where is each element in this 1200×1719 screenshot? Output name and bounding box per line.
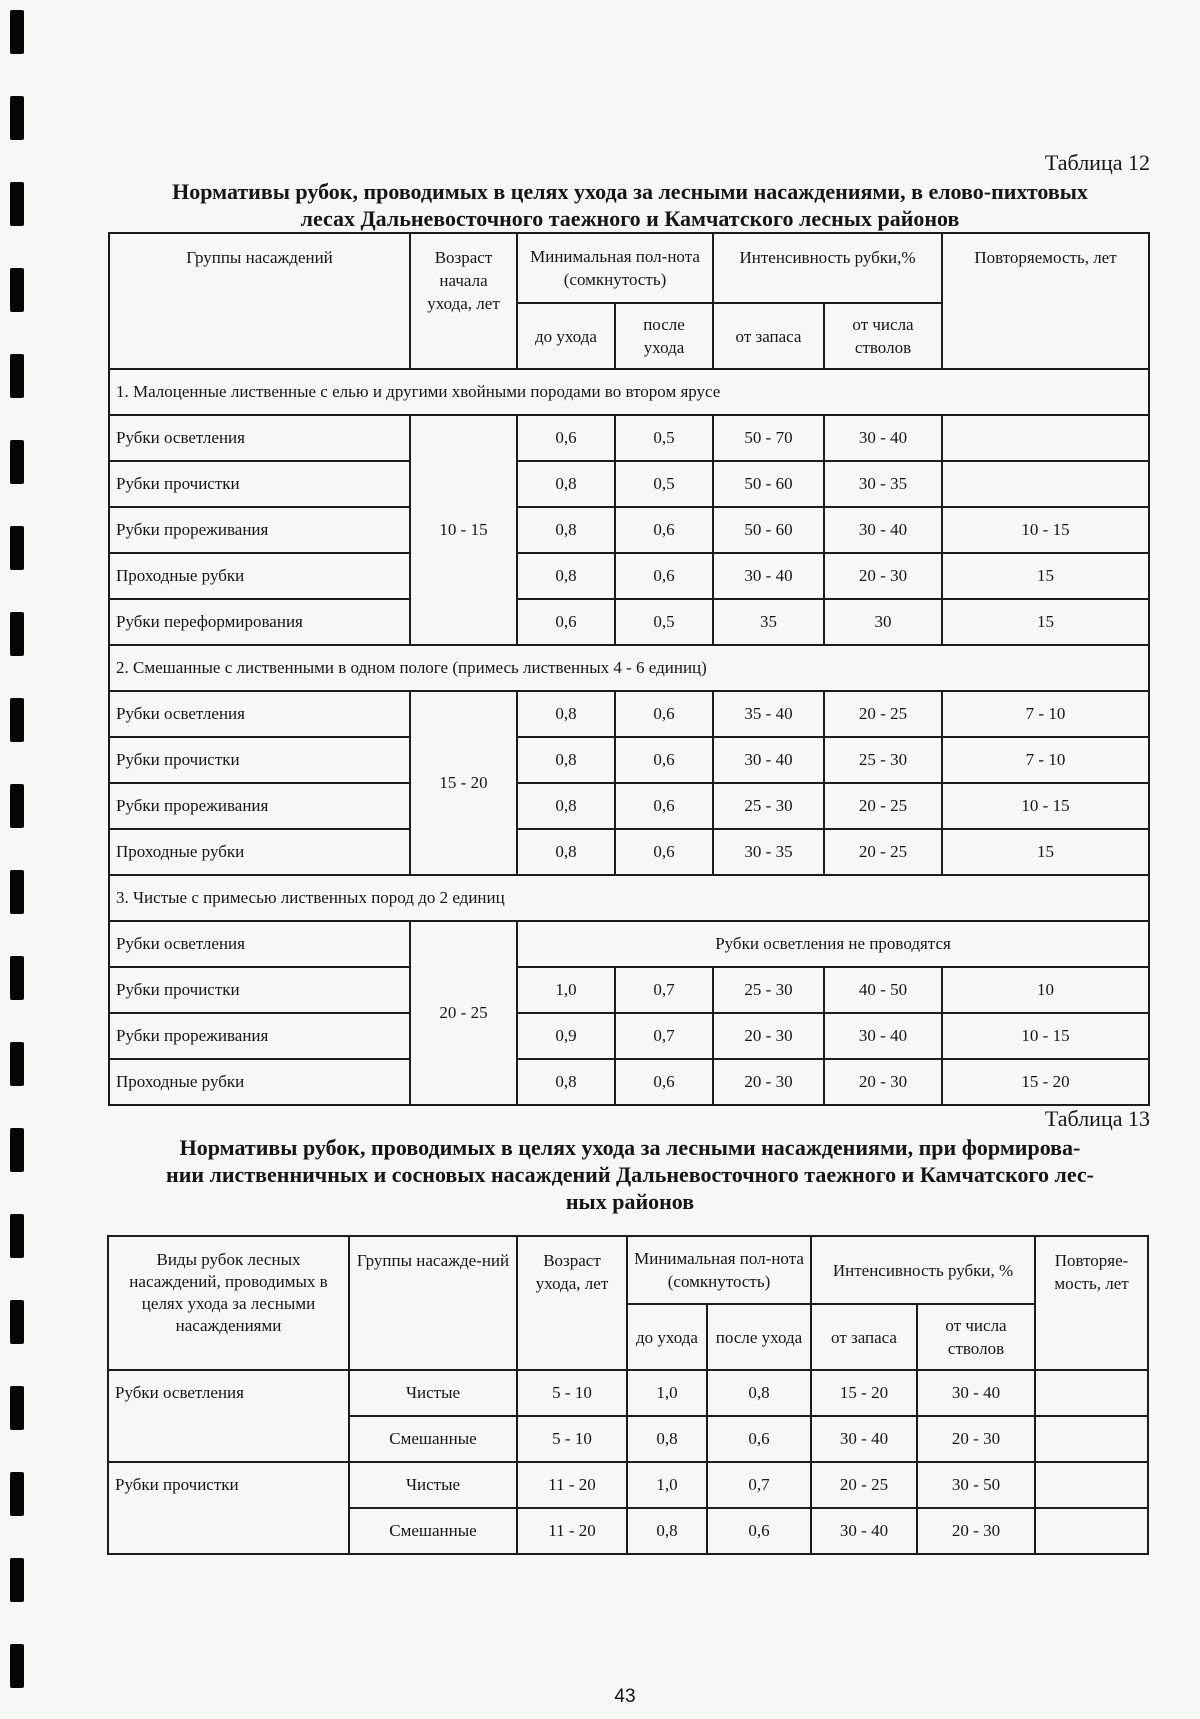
after-cell: 0,6 <box>615 783 713 829</box>
table-row <box>109 783 1149 829</box>
count-cell: 30 - 35 <box>824 461 942 507</box>
after-cell: 0,6 <box>615 829 713 875</box>
header-after: после ухода <box>707 1304 811 1370</box>
header-intensity: Интенсивность рубки, % <box>811 1236 1035 1304</box>
table-row <box>109 737 1149 783</box>
binding-hole <box>10 526 24 570</box>
header-repeat: Повторяе-мость, лет <box>1035 1236 1148 1370</box>
row-name: Рубки осветления <box>109 415 410 461</box>
before-cell: 1,0 <box>517 967 615 1013</box>
group-cell: Чистые <box>349 1370 517 1416</box>
after-cell: 0,6 <box>707 1416 811 1462</box>
binding-hole <box>10 784 24 828</box>
row-name: Проходные рубки <box>109 1059 410 1105</box>
table-row <box>109 1059 1149 1105</box>
after-cell: 0,5 <box>615 599 713 645</box>
row-name: Рубки осветления <box>109 691 410 737</box>
repeat-cell: 15 <box>942 553 1149 599</box>
repeat-cell <box>1035 1508 1148 1554</box>
before-cell: 0,8 <box>517 461 615 507</box>
binding-hole <box>10 1386 24 1430</box>
row-name: Рубки прореживания <box>109 507 410 553</box>
binding-hole <box>10 1128 24 1172</box>
binding-hole <box>10 182 24 226</box>
repeat-cell: 10 - 15 <box>942 1013 1149 1059</box>
after-cell: 0,6 <box>615 553 713 599</box>
count-cell: 40 - 50 <box>824 967 942 1013</box>
stock-cell: 20 - 25 <box>811 1462 917 1508</box>
age-cell: 5 - 10 <box>517 1416 627 1462</box>
before-cell: 0,8 <box>627 1508 707 1554</box>
repeat-cell: 10 - 15 <box>942 507 1149 553</box>
table-row <box>109 1013 1149 1059</box>
table-row <box>109 507 1149 553</box>
row-name: Рубки переформирования <box>109 599 410 645</box>
before-cell: 0,8 <box>517 691 615 737</box>
header-groups: Группы насаждений <box>109 233 410 369</box>
table12-title <box>110 178 1150 232</box>
before-cell: 1,0 <box>627 1370 707 1416</box>
table-row <box>109 691 1149 737</box>
header-from-count: от числа стволов <box>917 1304 1035 1370</box>
stock-cell: 25 - 30 <box>713 967 824 1013</box>
after-cell: 0,7 <box>615 1013 713 1059</box>
repeat-cell: 10 <box>942 967 1149 1013</box>
table-row <box>108 1462 1148 1508</box>
repeat-cell <box>942 461 1149 507</box>
count-cell: 30 - 40 <box>824 415 942 461</box>
section-title: 1. Малоценные лиственные с елью и другими хвойными породами во втором ярусе <box>109 369 1149 415</box>
repeat-cell: 15 <box>942 599 1149 645</box>
stock-cell: 50 - 60 <box>713 507 824 553</box>
after-cell: 0,6 <box>615 507 713 553</box>
count-cell: 30 <box>824 599 942 645</box>
section-title: 2. Смешанные с лиственными в одном пологе (примесь лиственных 4 - 6 единиц) <box>109 645 1149 691</box>
repeat-cell: 10 - 15 <box>942 783 1149 829</box>
stock-cell: 20 - 30 <box>713 1013 824 1059</box>
binding-hole <box>10 96 24 140</box>
after-cell: 0,6 <box>615 737 713 783</box>
table12-title-line1: Нормативы рубок, проводимых в целях ухода за лесными насаждениями, в елово-пихтовых <box>172 179 1088 204</box>
not-performed-note: Рубки осветления не проводятся <box>517 921 1149 967</box>
table13-title-line3: ных районов <box>565 1189 695 1214</box>
row-name: Рубки прочистки <box>109 737 410 783</box>
table-row <box>109 599 1149 645</box>
header-from-stock: от запаса <box>713 303 824 369</box>
age-cell: 20 - 25 <box>410 921 517 1105</box>
stock-cell: 35 <box>713 599 824 645</box>
table-row <box>109 921 1149 967</box>
after-cell: 0,6 <box>615 1059 713 1105</box>
header-before: до ухода <box>517 303 615 369</box>
binding-hole <box>10 612 24 656</box>
header-before: до ухода <box>627 1304 707 1370</box>
header-min-density: Минимальная пол-нота (сомкнутость) <box>517 233 713 303</box>
before-cell: 0,8 <box>517 553 615 599</box>
table-row <box>109 553 1149 599</box>
count-cell: 20 - 30 <box>917 1508 1035 1554</box>
binding-hole <box>10 1042 24 1086</box>
count-cell: 20 - 25 <box>824 691 942 737</box>
table13-title-line2: нии лиственничных и сосновых насаждений Дальневосточного таежного и Камчатского лес- <box>166 1162 1094 1187</box>
stock-cell: 30 - 40 <box>811 1416 917 1462</box>
stock-cell: 30 - 40 <box>713 553 824 599</box>
repeat-cell: 15 - 20 <box>942 1059 1149 1105</box>
binding-hole <box>10 870 24 914</box>
stock-cell: 30 - 40 <box>811 1508 917 1554</box>
repeat-cell <box>1035 1462 1148 1508</box>
table12-number: Таблица 12 <box>1044 150 1150 175</box>
count-cell: 30 - 40 <box>917 1370 1035 1416</box>
binding-hole <box>10 440 24 484</box>
age-cell: 11 - 20 <box>517 1508 627 1554</box>
binding-hole <box>10 1472 24 1516</box>
count-cell: 30 - 50 <box>917 1462 1035 1508</box>
before-cell: 0,6 <box>517 599 615 645</box>
repeat-cell: 7 - 10 <box>942 737 1149 783</box>
stock-cell: 25 - 30 <box>713 783 824 829</box>
count-cell: 30 - 40 <box>824 507 942 553</box>
binding-hole <box>10 10 24 54</box>
age-cell: 5 - 10 <box>517 1370 627 1416</box>
binding-hole <box>10 1214 24 1258</box>
after-cell: 0,5 <box>615 415 713 461</box>
table-row <box>109 829 1149 875</box>
count-cell: 20 - 30 <box>824 553 942 599</box>
before-cell: 0,8 <box>517 783 615 829</box>
before-cell: 0,6 <box>517 415 615 461</box>
table12 <box>108 232 1150 1106</box>
row-name: Проходные рубки <box>109 829 410 875</box>
table12-title-line2: лесах Дальневосточного таежного и Камчатского лесных районов <box>300 206 960 231</box>
table13 <box>107 1235 1149 1555</box>
header-min-density: Минимальная пол-нота (сомкнутость) <box>627 1236 811 1304</box>
table13-title-line1: Нормативы рубок, проводимых в целях ухода за лесными насаждениями, при формирова- <box>179 1135 1081 1160</box>
group-cell: Смешанные <box>349 1416 517 1462</box>
row-name: Рубки прореживания <box>109 1013 410 1059</box>
repeat-cell <box>1035 1370 1148 1416</box>
repeat-cell: 15 <box>942 829 1149 875</box>
section-title: 3. Чистые с примесью лиственных пород до 2 единиц <box>109 875 1149 921</box>
after-cell: 0,6 <box>615 691 713 737</box>
count-cell: 30 - 40 <box>824 1013 942 1059</box>
after-cell: 0,7 <box>615 967 713 1013</box>
repeat-cell: 7 - 10 <box>942 691 1149 737</box>
binding-hole <box>10 268 24 312</box>
count-cell: 20 - 25 <box>824 783 942 829</box>
after-cell: 0,6 <box>707 1508 811 1554</box>
repeat-cell <box>942 415 1149 461</box>
before-cell: 0,8 <box>627 1416 707 1462</box>
before-cell: 1,0 <box>627 1462 707 1508</box>
stock-cell: 30 - 40 <box>713 737 824 783</box>
count-cell: 20 - 30 <box>824 1059 942 1105</box>
table-row <box>108 1370 1148 1416</box>
header-age: Возраст начала ухода, лет <box>410 233 517 369</box>
before-cell: 0,8 <box>517 737 615 783</box>
table13-title <box>110 1134 1150 1215</box>
before-cell: 0,8 <box>517 829 615 875</box>
binding-hole <box>10 1300 24 1344</box>
kind-cell: Рубки прочистки <box>108 1462 349 1554</box>
binding-holes <box>0 0 30 1719</box>
header-repeat: Повторяемость, лет <box>942 233 1149 369</box>
table-row <box>109 461 1149 507</box>
binding-hole <box>10 698 24 742</box>
header-age: Возраст ухода, лет <box>517 1236 627 1370</box>
after-cell: 0,5 <box>615 461 713 507</box>
header-groups: Группы насажде-ний <box>349 1236 517 1370</box>
after-cell: 0,7 <box>707 1462 811 1508</box>
stock-cell: 15 - 20 <box>811 1370 917 1416</box>
age-cell: 10 - 15 <box>410 415 517 645</box>
group-cell: Чистые <box>349 1462 517 1508</box>
row-name: Рубки прореживания <box>109 783 410 829</box>
page-number: 43 <box>614 1686 636 1707</box>
row-name: Рубки осветления <box>109 921 410 967</box>
header-intensity: Интенсивность рубки,% <box>713 233 942 303</box>
stock-cell: 50 - 60 <box>713 461 824 507</box>
after-cell: 0,8 <box>707 1370 811 1416</box>
binding-hole <box>10 354 24 398</box>
header-from-count: от числа стволов <box>824 303 942 369</box>
kind-cell: Рубки осветления <box>108 1370 349 1462</box>
header-from-stock: от запаса <box>811 1304 917 1370</box>
header-after: после ухода <box>615 303 713 369</box>
repeat-cell <box>1035 1416 1148 1462</box>
row-name: Проходные рубки <box>109 553 410 599</box>
age-cell: 11 - 20 <box>517 1462 627 1508</box>
before-cell: 0,8 <box>517 1059 615 1105</box>
before-cell: 0,8 <box>517 507 615 553</box>
row-name: Рубки прочистки <box>109 967 410 1013</box>
row-name: Рубки прочистки <box>109 461 410 507</box>
stock-cell: 50 - 70 <box>713 415 824 461</box>
table-row <box>109 967 1149 1013</box>
header-kinds: Виды рубок лесных насаждений, проводимых в целях ухода за лесными насаждениями <box>108 1236 349 1370</box>
binding-hole <box>10 1644 24 1688</box>
count-cell: 20 - 25 <box>824 829 942 875</box>
stock-cell: 20 - 30 <box>713 1059 824 1105</box>
binding-hole <box>10 956 24 1000</box>
stock-cell: 30 - 35 <box>713 829 824 875</box>
before-cell: 0,9 <box>517 1013 615 1059</box>
group-cell: Смешанные <box>349 1508 517 1554</box>
count-cell: 25 - 30 <box>824 737 942 783</box>
stock-cell: 35 - 40 <box>713 691 824 737</box>
table-row <box>109 415 1149 461</box>
table13-number: Таблица 13 <box>1044 1106 1150 1131</box>
age-cell: 15 - 20 <box>410 691 517 875</box>
binding-hole <box>10 1558 24 1602</box>
count-cell: 20 - 30 <box>917 1416 1035 1462</box>
